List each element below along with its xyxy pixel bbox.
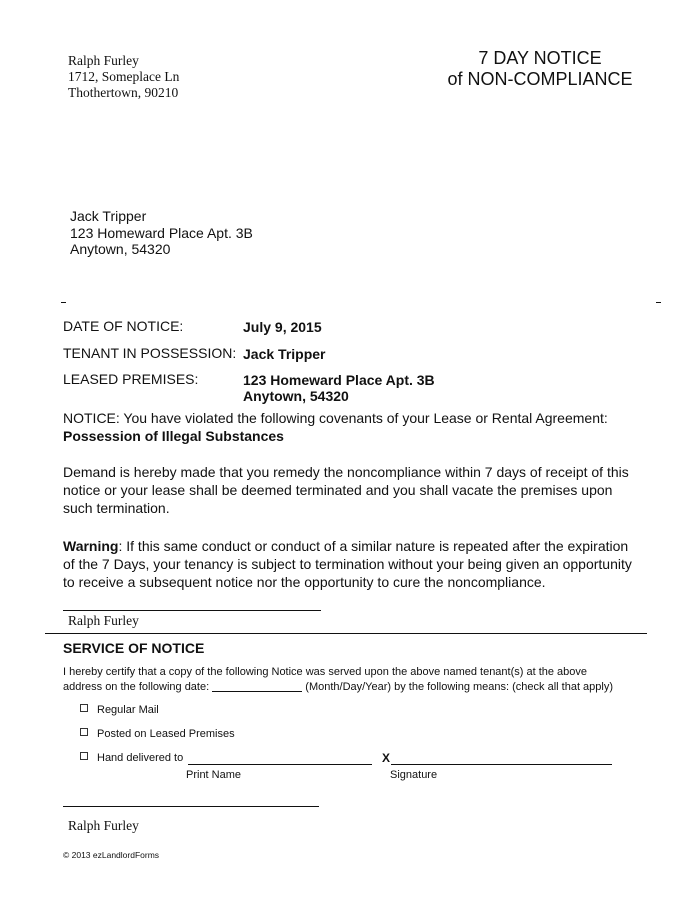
- warning-line: of the 7 Days, your tenancy is subject to termination without your being given an opportunity: [63, 556, 632, 572]
- date-value: July 9, 2015: [243, 319, 322, 335]
- demand-line: Demand is hereby made that you remedy the noncompliance within 7 days of receipt of this: [63, 464, 629, 480]
- recipient-street: 123 Homeward Place Apt. 3B: [70, 224, 253, 241]
- recipient-address: [70, 208, 253, 258]
- title-line1: 7 DAY NOTICE: [478, 48, 602, 68]
- premises-line1: 123 Homeward Place Apt. 3B: [243, 372, 435, 388]
- regular-mail-checkbox[interactable]: [80, 704, 88, 712]
- copyright: © 2013 ezLandlordForms: [63, 850, 160, 860]
- recipient-name: Jack Tripper: [70, 208, 147, 224]
- warning-line: [63, 537, 632, 555]
- signature-name: Ralph Furley: [68, 613, 139, 628]
- x-mark: X: [382, 751, 391, 765]
- option-regular-mail: [80, 704, 159, 716]
- certification-line: I hereby certify that a copy of the following Notice was served upon the above named tenant(s) at the above: [63, 666, 588, 678]
- sender-address: [68, 53, 179, 101]
- option-posted: [80, 728, 235, 740]
- premises-label: LEASED PREMISES:: [63, 371, 199, 387]
- demand-line: notice or your lease shall be deemed terminated and you shall vacate the premises upon: [63, 482, 613, 498]
- tenant-value: Jack Tripper: [243, 346, 326, 362]
- hand-delivered-checkbox[interactable]: [80, 752, 88, 760]
- notice-block: [63, 409, 608, 445]
- signature-line: [63, 610, 321, 611]
- sender-street: 1712, Someplace Ln: [68, 69, 180, 84]
- warning-text: : If this same conduct or conduct of a similar nature is repeated after the expiration: [118, 538, 629, 554]
- certification-line: [63, 679, 613, 694]
- signature-field[interactable]: [391, 764, 612, 765]
- certification-text: (Month/Day/Year) by the following means: (check all that apply): [302, 681, 614, 693]
- notice-title: [420, 48, 660, 90]
- premises-value: [243, 372, 435, 404]
- sender-name: Ralph Furley: [68, 53, 139, 68]
- title-line2: of NON-COMPLIANCE: [447, 69, 633, 89]
- fold-mark-right: [656, 302, 661, 303]
- signature-label: Signature: [390, 769, 438, 781]
- warning-paragraph: [63, 537, 632, 591]
- fold-mark-left: [61, 302, 66, 303]
- signature-line: [63, 806, 319, 807]
- service-date-field[interactable]: [212, 679, 302, 692]
- option-label: Posted on Leased Premises: [97, 728, 235, 740]
- warning-label: Warning: [63, 538, 119, 554]
- option-label: Hand delivered to: [97, 752, 184, 764]
- service-certification: [63, 665, 613, 694]
- service-heading: SERVICE OF NOTICE: [63, 640, 205, 656]
- demand-paragraph: [63, 463, 629, 517]
- print-name-label: Print Name: [186, 769, 242, 781]
- option-label: Regular Mail: [97, 704, 159, 716]
- sender-city: Thothertown, 90210: [68, 85, 179, 100]
- posted-checkbox[interactable]: [80, 728, 88, 736]
- section-divider: [45, 633, 647, 634]
- recipient-city: Anytown, 54320: [70, 241, 171, 257]
- print-name-field[interactable]: [188, 764, 372, 765]
- covenant-violated: Possession of Illegal Substances: [63, 428, 284, 444]
- date-label: DATE OF NOTICE:: [63, 318, 184, 334]
- tenant-label: TENANT IN POSSESSION:: [63, 345, 237, 361]
- signature-name-2: Ralph Furley: [68, 818, 139, 833]
- warning-line: to receive a subsequent notice nor the opportunity to cure the noncompliance.: [63, 574, 546, 590]
- certification-text: address on the following date:: [63, 681, 213, 693]
- demand-line: such termination.: [63, 500, 170, 516]
- premises-line2: Anytown, 54320: [243, 388, 349, 404]
- notice-intro: NOTICE: You have violated the following covenants of your Lease or Rental Agreement:: [63, 410, 608, 426]
- option-hand-delivered: [80, 752, 183, 764]
